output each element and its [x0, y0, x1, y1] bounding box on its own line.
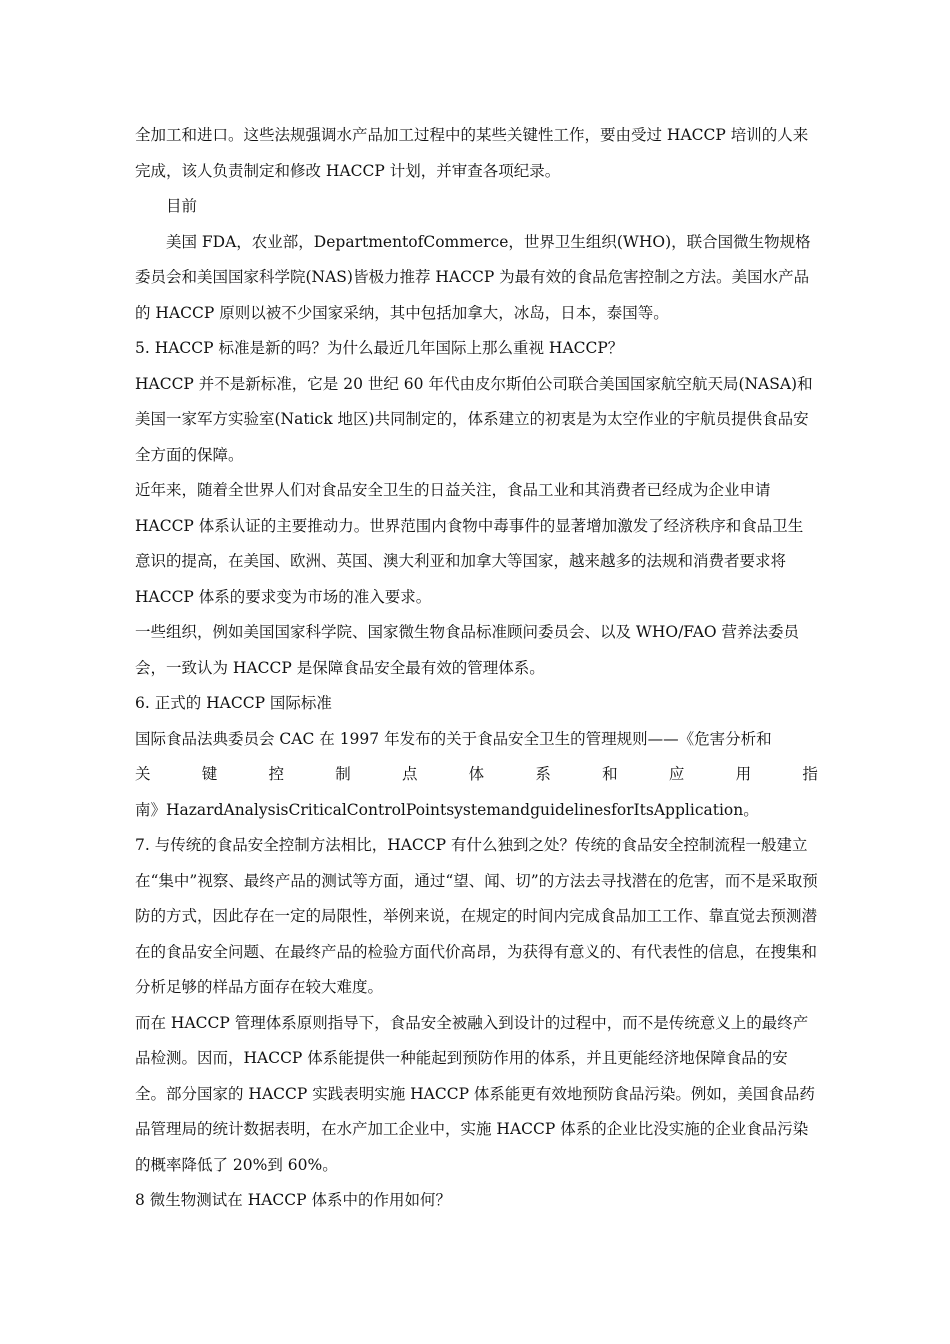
- paragraph-haccp-advantage: 而在 HACCP 管理体系原则指导下，食品安全被融入到设计的过程中，而不是传统意义上的最终产品检测。因而，HACCP 体系能提供一种能起到预防作用的体系，并且更能经济地保障食品的安全。部分国家的 HACCP 实践表明实施 HACCP 体系能更有效地预防食品污染。例如，美国食品药品管理局的统计数据表明，在水产加工企业中，实施 HACCP 体系的企业比没实施的企业食品污染的概率降低了 20%到 60%。: [135, 1013, 815, 1174]
- paragraph-cac-line-2: [135, 757, 818, 793]
- justified-char: 点: [401, 765, 418, 783]
- justified-char: 键: [201, 765, 218, 783]
- paragraph-currently: 目前: [166, 197, 198, 215]
- section-heading-8: 8 微生物测试在 HACCP 体系中的作用如何？: [135, 1191, 452, 1209]
- paragraph-cac-line-3: 南》HazardAnalysisCriticalControlPointsystemandguidelinesforItsApplication。: [135, 800, 759, 819]
- justified-char: 指: [802, 765, 818, 783]
- justified-char: 控: [268, 765, 284, 783]
- section-heading-5: 5. HACCP 标准是新的吗？为什么最近几年国际上那么重视 HACCP？: [135, 339, 624, 357]
- paragraph-haccp-origin: HACCP 并不是新标准，它是 20 世纪 60 年代由皮尔斯伯公司联合美国国家航空航天局(NASA)和美国一家军方实验室(Natick 地区)共同制定的，体系建立的初衷是为太空作业的宇航员提供食品安全方面的保障。: [135, 374, 813, 464]
- paragraph-us-recommendation: 美国 FDA，农业部，DepartmentofCommerce，世界卫生组织(WHO)，联合国微生物规格委员会和美国国家科学院(NAS)皆极力推荐 HACCP 为最有效的食品危害控制之方法。美国水产品的 HACCP 原则以被不少国家采纳，其中包括加拿大，冰岛，日本，泰国等。: [135, 232, 811, 322]
- paragraph-import-regulations: 全加工和进口。这些法规强调水产品加工过程中的某些关键性工作，要由受过 HACCP 培训的人来完成，该人负责制定和修改 HACCP 计划，并审查各项纪录。: [135, 126, 809, 180]
- justified-char: 应: [668, 765, 685, 783]
- justified-char: 体: [468, 765, 485, 783]
- justified-char: 制: [335, 765, 351, 783]
- justified-char: 用: [735, 765, 752, 783]
- paragraph-section-7-traditional: 7. 与传统的食品安全控制方法相比，HACCP 有什么独到之处？传统的食品安全控制流程一般建立在“集中”视察、最终产品的测试等方面，通过“望、闻、切”的方法去寻找潜在的危害，而不是采取预防的方式，因此存在一定的局限性，举例来说，在规定的时间内完成食品加工工作、靠直觉去预测潜在的食品安全问题、在最终产品的检验方面代价高昂，为获得有意义的、有代表性的信息，在搜集和分析足够的样品方面存在较大难度。: [135, 836, 818, 996]
- paragraph-cac-line-1: 国际食品法典委员会 CAC 在 1997 年发布的关于食品安全卫生的管理规则——《危害分析和: [135, 729, 772, 748]
- justified-char: 和: [602, 765, 618, 783]
- paragraph-organizations: 一些组织，例如美国国家科学院、国家微生物食品标准顾问委员会、以及 WHO/FAO 营养法委员会，一致认为 HACCP 是保障食品安全最有效的管理体系。: [135, 623, 800, 677]
- justified-char: 关: [135, 765, 151, 783]
- section-heading-6: 6. 正式的 HACCP 国际标准: [135, 694, 332, 712]
- document-page: [135, 118, 818, 1219]
- justified-char: 系: [535, 765, 551, 783]
- paragraph-recent-years: 近年来，随着全世界人们对食品安全卫生的日益关注，食品工业和其消费者已经成为企业申请 HACCP 体系认证的主要推动力。世界范围内食物中毒事件的显著增加激发了经济秩序和食品卫生意识的提高，在美国、欧洲、英国、澳大利亚和加拿大等国家，越来越多的法规和消费者要求将 HACCP 体系的要求变为市场的准入要求。: [135, 481, 804, 606]
